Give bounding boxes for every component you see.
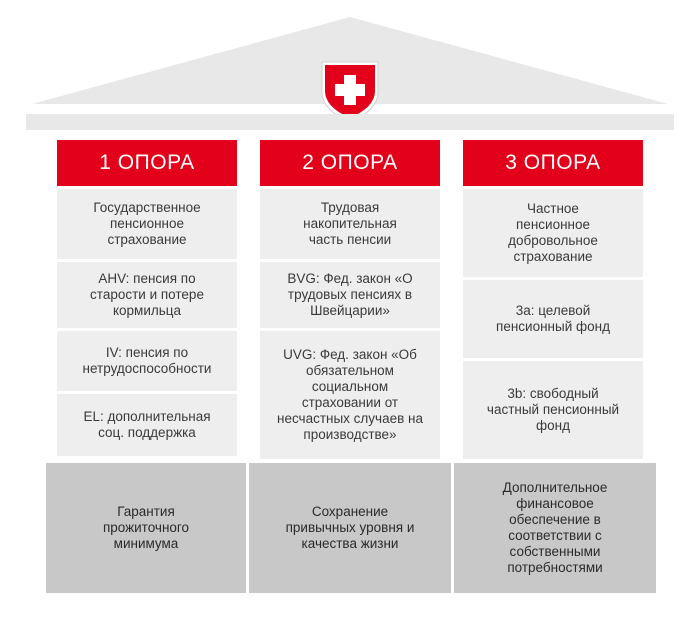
foundation-1: Гарантия прожиточного минимума (46, 463, 246, 593)
pillar-1-cell-2: AHV: пенсия по старости и потере кормильца (57, 262, 237, 328)
foundation-2: Сохранение привычных уровня и качества жизни (249, 463, 451, 593)
pillar-3 (463, 140, 643, 459)
pillar-2-cell-2: BVG: Фед. закон «О трудовых пенсиях в Швейцарии» (260, 262, 440, 328)
pillar-1-cell-4: EL: дополнительная соц. поддержка (57, 394, 237, 456)
pillar-1 (57, 140, 237, 456)
roof-beam (26, 114, 674, 130)
pillar-1-cell-3: IV: пенсия по нетрудоспособности (57, 331, 237, 391)
pillar-2 (260, 140, 440, 459)
pillar-2-cell-3: UVG: Фед. закон «Об обязательном социальном страховании от несчастных случаев на производстве» (260, 331, 440, 459)
pillar-3-cell-2: 3a: целевой пенсионный фонд (463, 280, 643, 358)
pillar-3-title: 3 ОПОРА (463, 140, 643, 186)
pillar-3-cell-3: 3b: свободный частный пенсионный фонд (463, 361, 643, 459)
pillar-2-title: 2 ОПОРА (260, 140, 440, 186)
pillar-3-cell-1: Частное пенсионное добровольное страхование (463, 189, 643, 277)
swiss-cross-shield-icon (322, 62, 378, 122)
pillar-2-cell-1: Трудовая накопительная часть пенсии (260, 189, 440, 259)
foundation-3: Дополнительное финансовое обеспечение в соответствии с собственными потребностями (454, 463, 656, 593)
pillar-1-title: 1 ОПОРА (57, 140, 237, 186)
pillar-1-cell-1: Государственное пенсионное страхование (57, 189, 237, 259)
